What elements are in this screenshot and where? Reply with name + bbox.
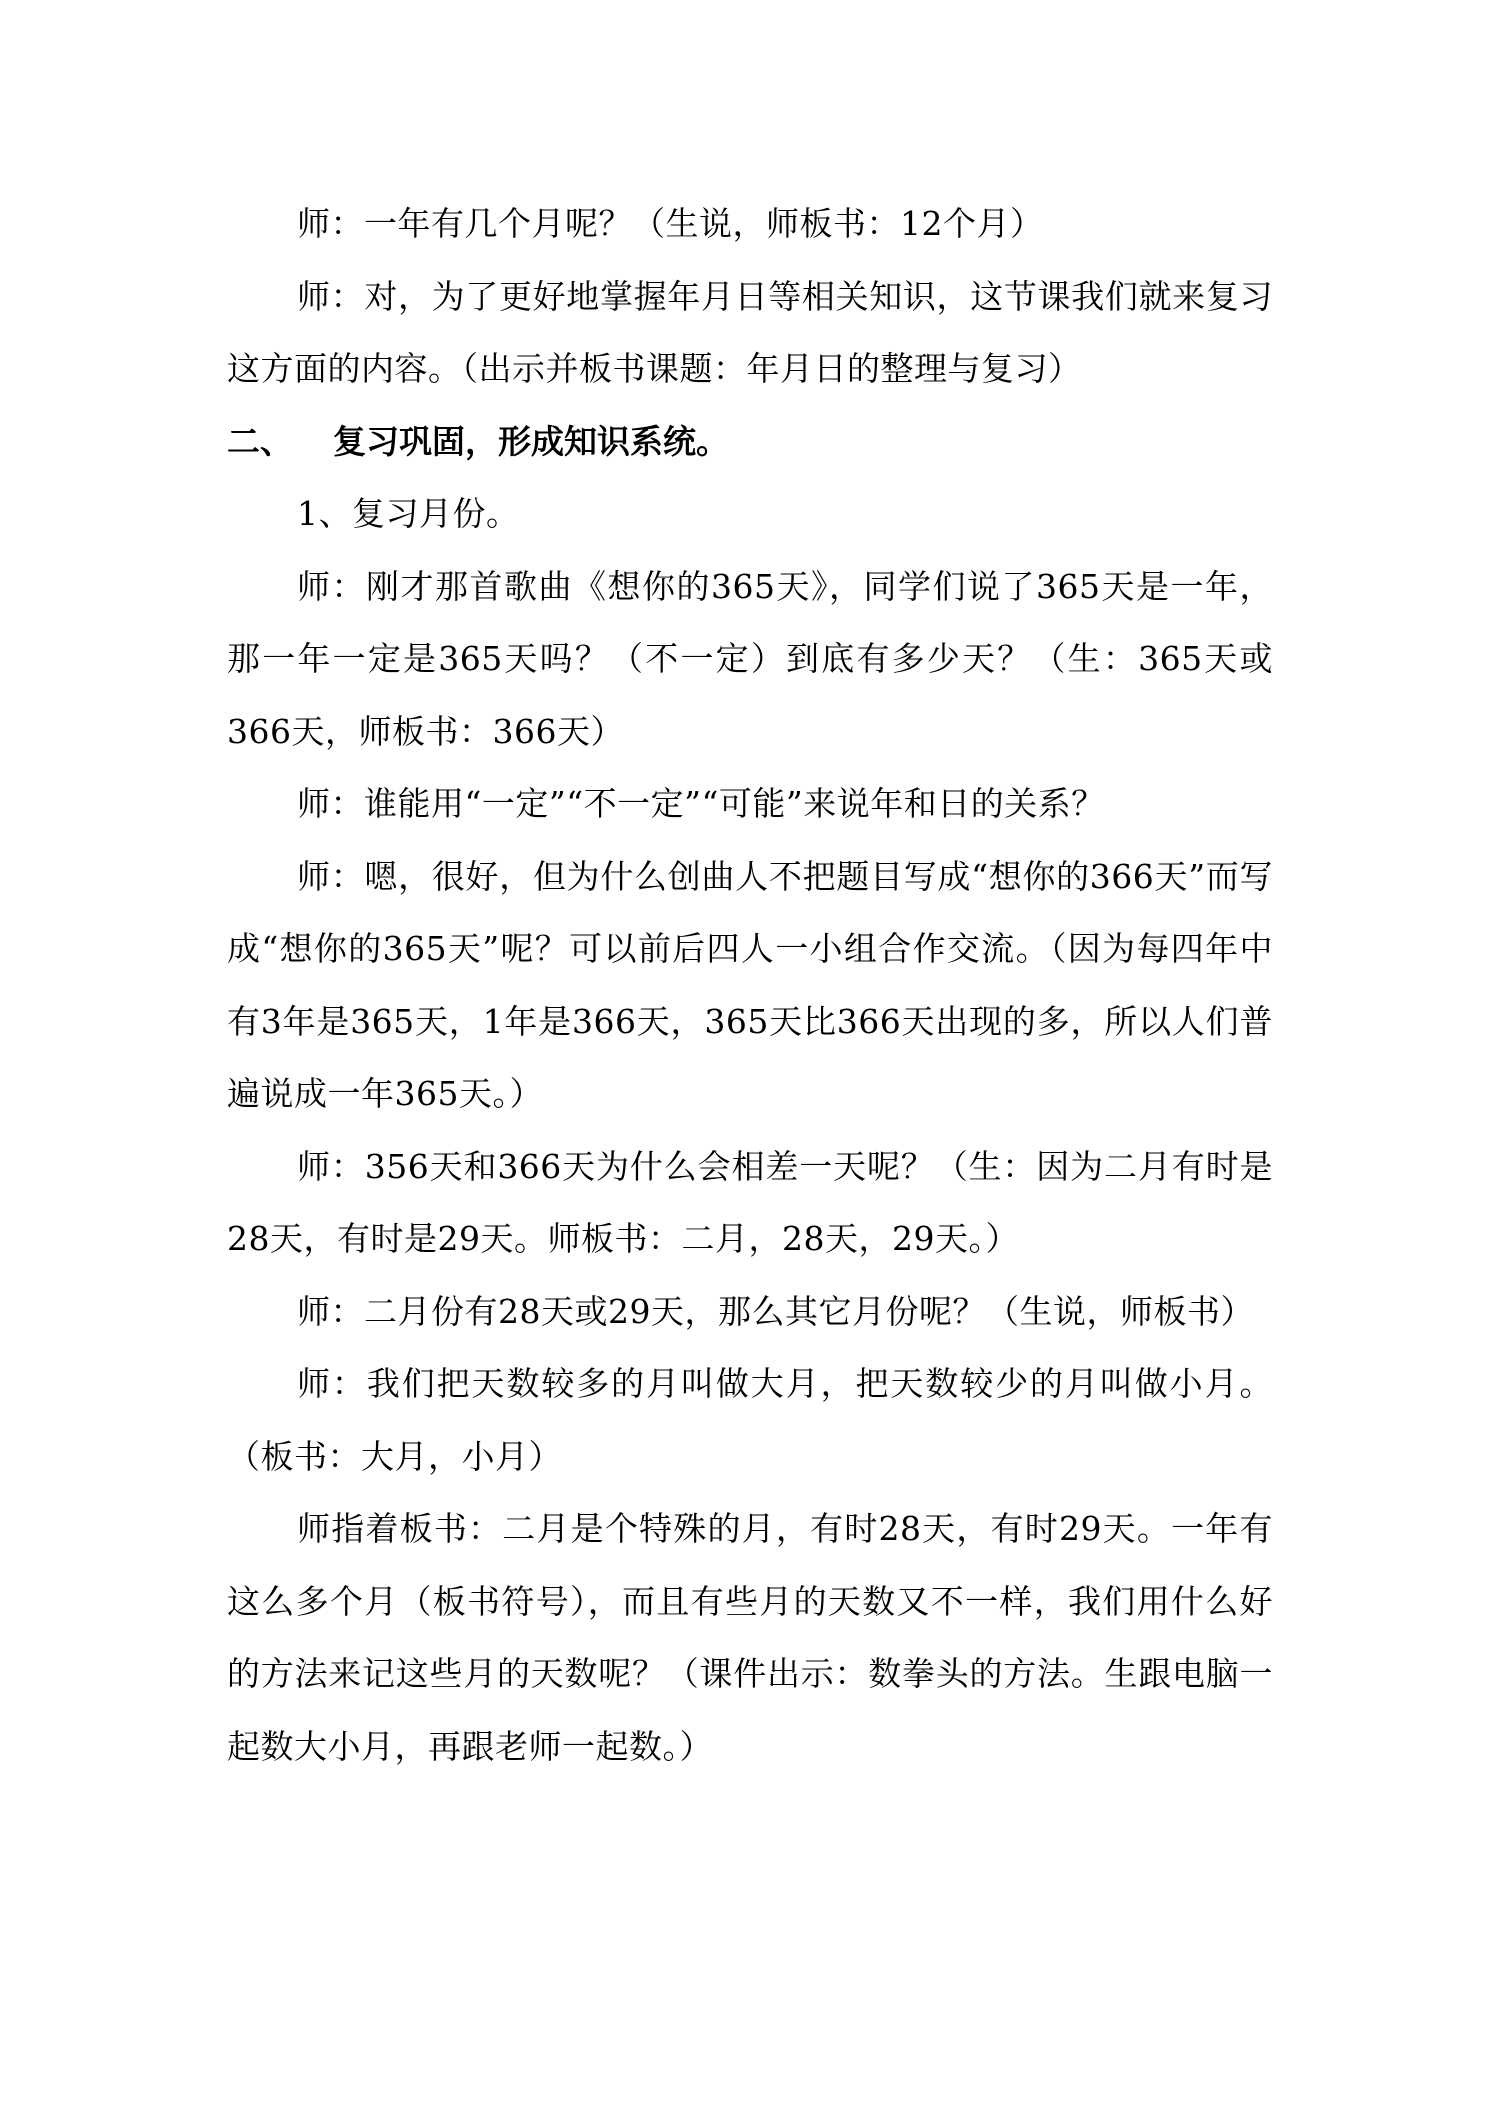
- paragraph: 师：我们把天数较多的月叫做大月，把天数较少的月叫做小月。（板书：大月，小月）: [227, 1364, 1273, 1476]
- subsection-title: 1、复习月份。: [297, 494, 520, 533]
- paragraph: 师：刚才那首歌曲《想你的365天》，同学们说了365天是一年，那一年一定是365天吗？（不一定）到底有多少天？（生：365天或366天，师板书：366天）: [227, 566, 1273, 751]
- section-heading: [227, 406, 1273, 479]
- paragraph: 师：嗯，很好，但为什么创曲人不把题目写成“想你的366天”而写成“想你的365天”呢？可以前后四人一小组合作交流。（因为每四年中有3年是365天，1年是366天，365天比366天出现的多，所以人们普遍说成一年365天。）: [227, 856, 1273, 1113]
- paragraph: 师：二月份有28天或29天，那么其它月份呢？（生说，师板书）: [297, 1291, 1254, 1331]
- paragraph: 师：谁能用“一定”“不一定”“可能”来说年和日的关系？: [297, 784, 1105, 823]
- paragraph: 师：对，为了更好地掌握年月日等相关知识，这节课我们就来复习这方面的内容。（出示并板书课题：年月日的整理与复习）: [227, 276, 1273, 388]
- paragraph: 师：356天和366天为什么会相差一天呢？（生：因为二月有时是28天，有时是29天。师板书：二月，28天，29天。）: [227, 1146, 1273, 1258]
- paragraph: 师指着板书：二月是个特殊的月，有时28天，有时29天。一年有这么多个月（板书符号），而且有些月的天数又不一样，我们用什么好的方法来记这些月的天数呢？（课件出示：数拳头的方法。生跟电脑一起数大小月，再跟老师一起数。）: [227, 1509, 1273, 1766]
- section-title: 复习巩固，形成知识系统。: [333, 421, 729, 461]
- document-body: [227, 188, 1273, 1783]
- paragraph: 师：一年有几个月呢？（生说，师板书：12个月）: [297, 204, 1044, 243]
- section-number: 二、: [227, 421, 293, 461]
